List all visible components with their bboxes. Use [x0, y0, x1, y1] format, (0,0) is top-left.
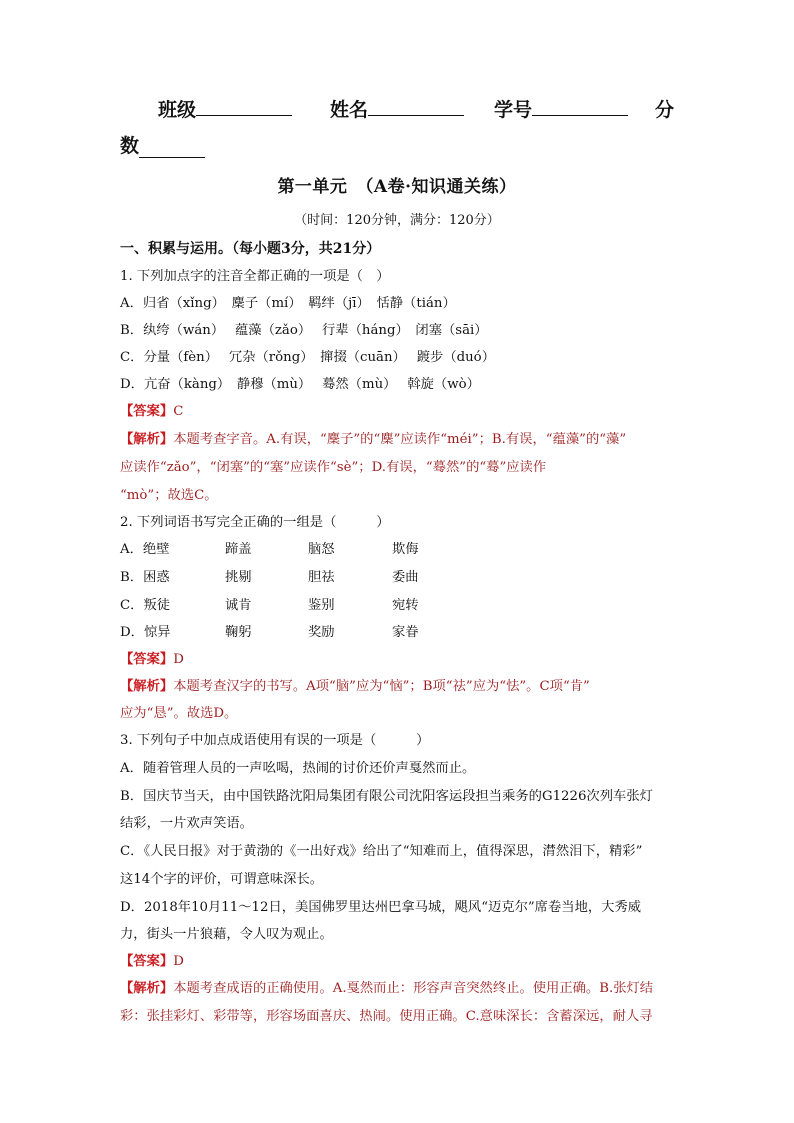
answer-label: 【答案】 — [120, 404, 174, 419]
q2-cell: B．困惑 — [120, 570, 170, 585]
q1-option-a: A．归省（xǐng） 麇子（mí） 羁绊（jī） 恬静（tián） — [120, 296, 456, 311]
q2-cell: A．绝壁 — [120, 542, 170, 557]
q1-stem: 1. 下列加点字的注音全都正确的一项是（ ） — [120, 269, 390, 284]
page-title: 第一单元 （A卷·知识通关练） — [277, 177, 517, 197]
q2-analysis-line: 应为“恳”。故选D。 — [120, 706, 238, 721]
q3-answer — [120, 950, 184, 969]
q3-option-d-cont: 力，街头一片狼藉，令人叹为观止。 — [120, 927, 333, 942]
q3-analysis-line — [120, 977, 653, 996]
analysis-text: 本题考查成语的正确使用。A.戛然而止：形容声音突然终止。使用正确。B.张灯结 — [173, 981, 654, 996]
q3-option-c: C．《人民日报》对于黄渤的《一出好戏》给出了“知难而上，值得深思，潸然泪下，精彩” — [120, 844, 643, 859]
class-label: 班级 — [158, 99, 197, 121]
score-blank[interactable] — [139, 137, 205, 158]
q3-analysis-line: 彩：张挂彩灯、彩带等，形容场面喜庆、热闹。使用正确。C.意味深长：含蓄深远，耐人寻 — [120, 1009, 653, 1024]
q2-cell: 挑剔 — [225, 570, 252, 585]
analysis-text: 本题考查字音。A.有误，“麇子”的“麇”应读作“méi”；B.有误，“蕴藻”的“藻” — [173, 432, 627, 447]
q2-analysis-line — [120, 675, 590, 694]
q2-cell: 欺侮 — [392, 542, 419, 557]
answer-value: D — [173, 954, 184, 969]
q2-cell: 蹄盖 — [225, 542, 252, 557]
answer-label: 【答案】 — [120, 652, 174, 667]
q3-option-d: D．2018年10月11～12日，美国佛罗里达州巴拿马城，飓风“迈克尔”席卷当地，大秀威 — [120, 900, 642, 915]
class-field — [158, 95, 196, 122]
q3-option-b: B．国庆节当天，由中国铁路沈阳局集团有限公司沈阳客运段担当乘务的G1226次列车张灯 — [120, 789, 653, 804]
score-label-part1: 分 — [655, 99, 675, 121]
q3-stem: 3. 下列句子中加点成语使用有误的一项是（ ） — [120, 733, 430, 748]
q2-cell: 奖励 — [308, 625, 335, 640]
q1-analysis-line — [120, 428, 626, 447]
q3-option-b-cont: 结彩，一片欢声笑语。 — [120, 816, 253, 831]
q2-cell: 诚肯 — [225, 598, 252, 613]
q1-option-d: D．亢奋（kàng） 静穆（mù） 蓦然（mù） 斡旋（wò） — [120, 377, 480, 392]
section-heading: 一、积累与运用。（每小题3分，共21分） — [120, 241, 381, 257]
answer-value: D — [173, 652, 184, 667]
q2-stem: 2. 下列词语书写完全正确的一组是（ ） — [120, 515, 390, 530]
analysis-label: 【解析】 — [120, 679, 174, 694]
analysis-label: 【解析】 — [120, 981, 174, 996]
student-id-label: 学号 — [494, 99, 533, 121]
answer-label: 【答案】 — [120, 954, 174, 969]
class-blank[interactable] — [196, 95, 292, 116]
q1-analysis-line: “mò”；故选C。 — [120, 488, 218, 503]
q2-cell: C．叛徒 — [120, 598, 171, 613]
name-field — [330, 95, 368, 122]
q2-answer — [120, 648, 184, 667]
q1-option-c: C．分量（fèn） 冗杂（rǒng） 撺掇（cuān） 踱步（duó） — [120, 350, 495, 365]
q3-option-c-cont: 这14个字的评价，可谓意味深长。 — [120, 872, 324, 887]
name-label: 姓名 — [330, 99, 369, 121]
q2-cell: 脑怒 — [308, 542, 335, 557]
student-id-field — [494, 95, 532, 122]
q2-cell: 鉴别 — [308, 598, 335, 613]
q3-option-a: A．随着管理人员的一声吆喝，热闹的讨价还价声戛然而止。 — [120, 761, 476, 776]
q2-cell: 家眷 — [392, 625, 419, 640]
answer-value: C — [173, 404, 184, 419]
q2-cell: 委曲 — [392, 570, 419, 585]
page-subtitle: （时间：120分钟，满分：120分） — [294, 213, 500, 228]
q2-cell: D．惊异 — [120, 625, 171, 640]
analysis-label: 【解析】 — [120, 432, 174, 447]
q1-analysis-line: 应读作“zǎo”，“闭塞”的“塞”应读作“sè”；D.有误，“蓦然”的“蓦”应读作 — [120, 460, 547, 475]
analysis-text: 本题考查汉字的书写。A项“脑”应为“恼”；B项“祛”应为“怯”。C项“肯” — [173, 679, 590, 694]
q2-cell: 胆祛 — [308, 570, 335, 585]
score-field — [120, 131, 205, 158]
q1-answer — [120, 400, 183, 419]
student-id-blank[interactable] — [532, 95, 628, 116]
q2-cell: 鞠躬 — [225, 625, 252, 640]
q2-cell: 宛转 — [392, 598, 419, 613]
score-label-part2: 数 — [120, 135, 140, 157]
q1-option-b: B．纨绔（wán） 蕴藻（zǎo） 行辈（háng） 闭塞（sāi） — [120, 323, 488, 338]
name-blank[interactable] — [368, 95, 464, 116]
student-info-header — [120, 95, 676, 125]
